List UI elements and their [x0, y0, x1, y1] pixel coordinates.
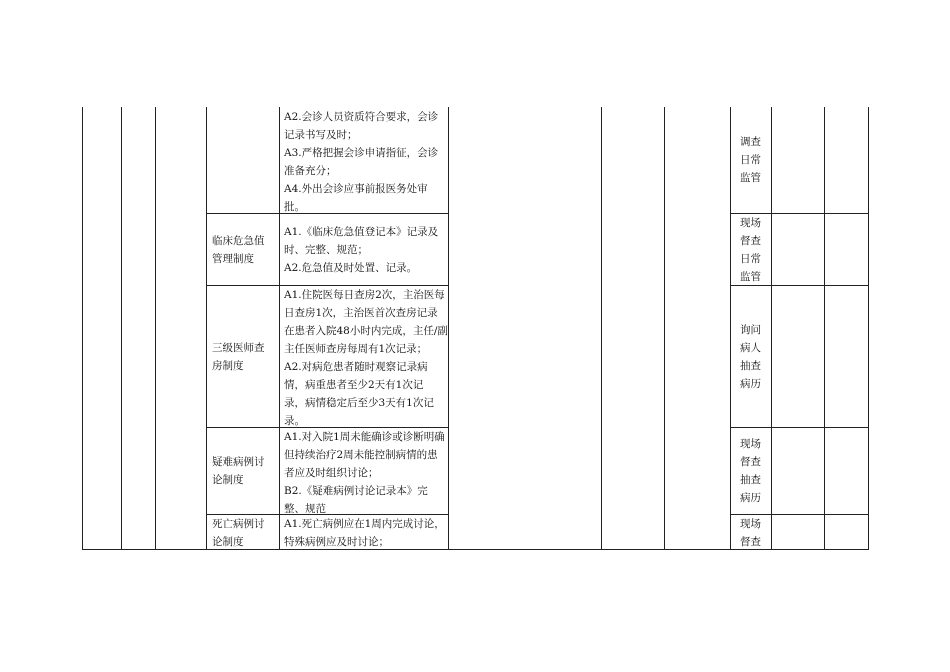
system-name-cell: [212, 515, 278, 551]
col-divider: [771, 107, 772, 550]
system-name-cell: [212, 214, 278, 285]
col-divider: [601, 107, 602, 550]
method-line: 督查: [740, 234, 761, 247]
method-cell: [731, 107, 770, 213]
requirements-cell: [284, 214, 444, 285]
requirement-line: A1.《临床危急值登记本》记录及: [284, 225, 439, 238]
requirement-line: 特殊病例应及时讨论；: [284, 536, 389, 548]
requirement-line: A4.外出会诊应事前报医务处审: [284, 183, 428, 195]
method-line: 监管: [740, 172, 761, 184]
method-line: 日常: [740, 154, 761, 166]
table-border-right: [868, 107, 869, 550]
requirement-line: A1.住院医每日查房2次，主治医每: [284, 289, 445, 301]
method-line: 督查: [740, 536, 761, 548]
system-name-line: 疑难病例讨: [212, 456, 265, 468]
system-name-line: 论制度: [212, 536, 244, 548]
table-border-left: [82, 107, 83, 550]
method-line: 现场: [740, 518, 761, 530]
method-line: 现场: [740, 216, 761, 229]
method-cell: [731, 214, 770, 285]
requirement-line: 主任医师查房每周有1次记录；: [284, 343, 428, 355]
method-line: 病人: [740, 341, 761, 354]
requirement-line: A3.严格把握会诊申请指征，会诊: [284, 147, 439, 159]
system-name-line: 论制度: [212, 474, 244, 486]
requirement-line: 者应及时组织讨论；: [284, 467, 379, 479]
col-divider: [206, 107, 207, 550]
requirement-line: A2.对病危患者随时观察记录病: [284, 361, 428, 373]
method-cell: [731, 286, 770, 427]
col-divider: [155, 107, 156, 550]
requirement-line: 批。: [284, 201, 305, 213]
requirement-line: A2.危急值及时处置、记录。: [284, 261, 418, 274]
system-name-line: 三级医师查: [212, 341, 265, 354]
method-line: 病历: [740, 377, 761, 390]
requirements-cell: [284, 428, 444, 518]
method-line: 督查: [740, 456, 761, 468]
requirement-line: 录，病情稳定后至少3天有1次记: [284, 397, 434, 409]
system-name-line: 临床危急值: [212, 234, 265, 247]
col-divider: [664, 107, 665, 550]
requirement-line: 录。: [284, 415, 305, 427]
method-line: 抽查: [740, 474, 761, 486]
requirement-line: 整、规范: [284, 503, 326, 515]
method-line: 询问: [740, 323, 761, 336]
method-line: 调查: [740, 136, 761, 148]
requirement-line: A1.对入院1周未能确诊或诊断明确: [284, 431, 445, 443]
method-line: 抽查: [740, 359, 761, 372]
requirement-line: 但持续治疗2周未能控制病情的患: [284, 449, 438, 461]
requirement-line: 在患者入院48小时内完成，主任/副: [284, 325, 448, 337]
method-line: 病历: [740, 492, 761, 504]
col-divider: [121, 107, 122, 550]
requirement-line: B2.《疑难病例讨论记录本》完: [284, 485, 428, 497]
system-name-cell: [212, 286, 278, 427]
requirements-cell: [284, 515, 444, 551]
requirement-line: 记录书写及时；: [284, 129, 358, 141]
method-cell: [731, 428, 770, 514]
method-line: 现场: [740, 438, 761, 450]
col-divider: [448, 107, 449, 550]
requirement-line: 准备充分；: [284, 165, 337, 177]
requirement-line: 情，病重患者至少2天有1次记: [284, 379, 424, 391]
requirement-line: A2.会诊人员资质符合要求，会诊: [284, 111, 439, 123]
system-name-line: 房制度: [212, 359, 244, 372]
system-name-line: 管理制度: [212, 252, 254, 265]
requirement-line: A1.死亡病例应在1周内完成讨论，: [284, 518, 445, 530]
requirement-line: 时、完整、规范；: [284, 243, 368, 256]
method-line: 监管: [740, 270, 761, 283]
requirement-line: 日查房1次，主治医首次查房记录: [284, 307, 438, 319]
col-divider: [279, 107, 280, 550]
system-name-cell: [212, 428, 278, 514]
method-line: 日常: [740, 252, 761, 265]
method-cell: [731, 515, 770, 551]
table-row: [284, 108, 444, 216]
system-name-line: 死亡病例讨: [212, 518, 265, 530]
requirements-cell: [284, 286, 448, 430]
col-divider: [824, 107, 825, 550]
